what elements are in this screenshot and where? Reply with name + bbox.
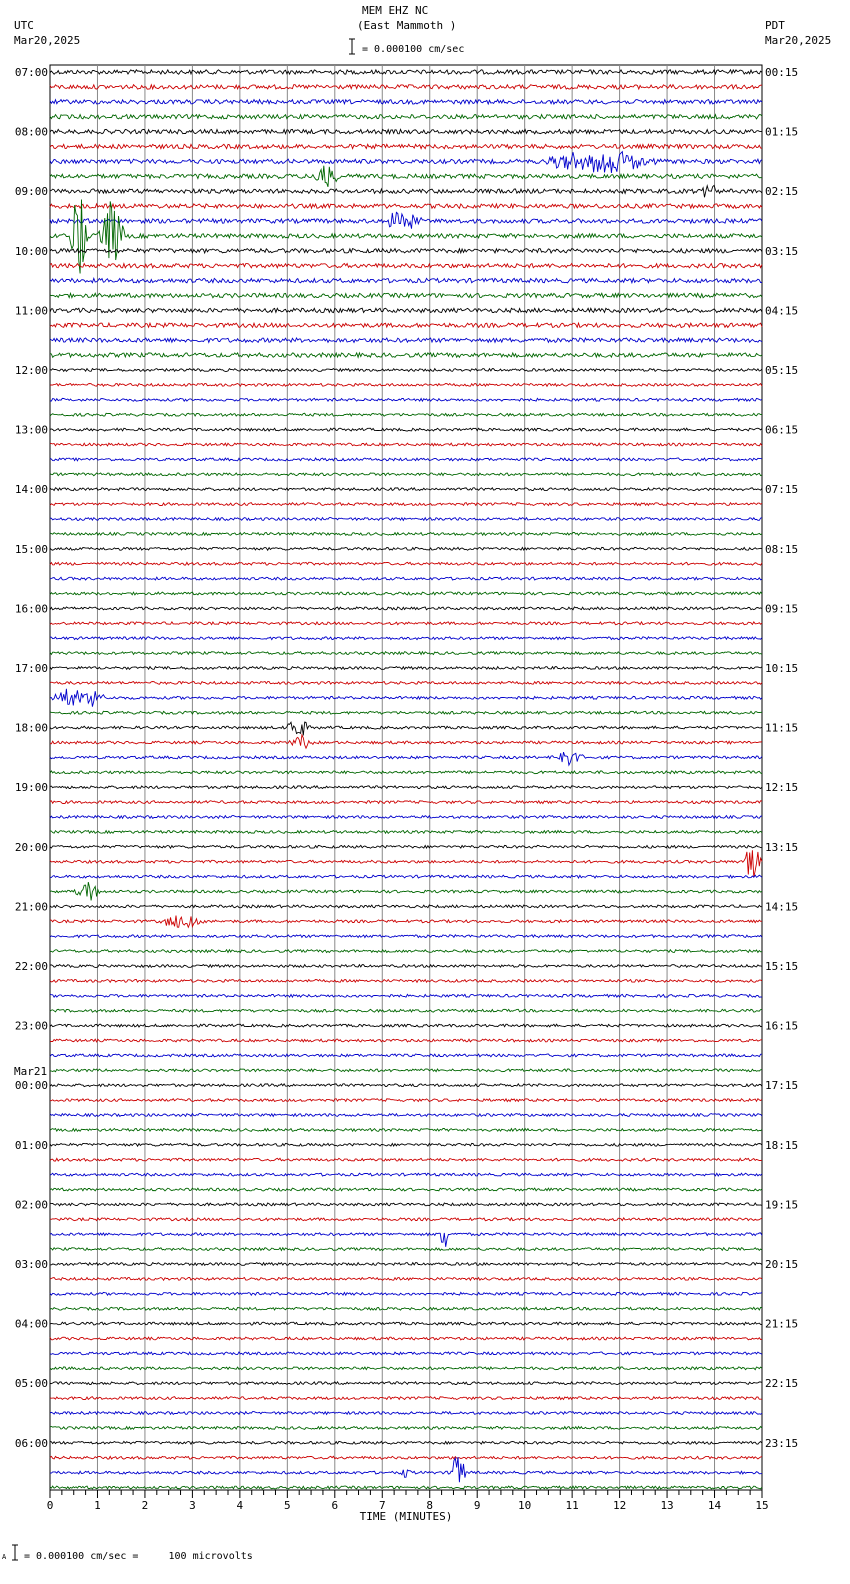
left-hour-label: 14:00: [14, 483, 48, 497]
trace-line: [50, 353, 762, 357]
right-hour-label: 17:15: [765, 1079, 799, 1093]
trace-line: [50, 801, 762, 804]
trace-line: [50, 1203, 762, 1206]
trace-line: [50, 100, 762, 104]
trace-line: [50, 994, 762, 997]
x-tick-label: 14: [707, 1499, 722, 1512]
footer-marker: A: [2, 1553, 7, 1561]
trace-line: [50, 85, 762, 89]
right-timezone: PDT: [765, 19, 785, 32]
trace-line: [50, 1099, 762, 1102]
trace-line: [50, 850, 762, 877]
left-timezone: UTC: [14, 19, 34, 32]
right-hour-label: 10:15: [765, 662, 799, 675]
x-tick-label: 6: [331, 1499, 339, 1512]
trace-line: [50, 278, 762, 282]
trace-line: [50, 965, 762, 968]
trace-line: [50, 1039, 762, 1042]
x-tick-label: 0: [46, 1499, 54, 1512]
left-hour-label: 15:00: [14, 542, 48, 556]
x-tick-label: 12: [612, 1499, 627, 1512]
trace-line: [50, 1427, 762, 1430]
footer-scale-text: = 0.000100 cm/sec = 100 microvolts: [24, 1551, 253, 1562]
x-tick-label: 4: [236, 1499, 244, 1512]
trace-line: [50, 1248, 762, 1251]
left-hour-label: 22:00: [14, 960, 48, 973]
right-hour-label: 04:15: [765, 304, 799, 318]
trace-line: [50, 1456, 762, 1459]
x-tick-label: 5: [284, 1499, 291, 1512]
trace-line: [50, 935, 762, 938]
trace-line: [50, 905, 762, 908]
trace-group: [50, 70, 762, 1489]
right-hour-label: 20:15: [765, 1258, 799, 1271]
trace-line: [50, 950, 762, 953]
x-tick-label: 8: [426, 1499, 434, 1512]
trace-line: [50, 1143, 762, 1146]
trace-line: [50, 70, 762, 74]
left-hour-label: 10:00: [14, 244, 48, 258]
right-hour-label: 16:15: [765, 1019, 799, 1033]
x-tick-label: 3: [189, 1499, 196, 1512]
trace-line: [50, 488, 762, 491]
right-hour-label: 15:15: [765, 960, 799, 973]
left-hour-label: 12:00: [14, 364, 48, 377]
footer-scale: [2, 1545, 253, 1562]
x-tick-label: 1: [94, 1499, 101, 1512]
trace-line: [50, 185, 762, 197]
x-tick-label: 13: [660, 1499, 674, 1512]
trace-line: [50, 1441, 762, 1444]
trace-line: [50, 1457, 762, 1482]
trace-line: [50, 845, 762, 848]
trace-line: [50, 980, 762, 983]
trace-line: [50, 1352, 762, 1355]
trace-line: [50, 249, 762, 253]
x-tick-label: 11: [565, 1499, 579, 1512]
trace-line: [50, 413, 762, 416]
trace-line: [50, 1024, 762, 1027]
trace-line: [50, 323, 762, 327]
left-hour-label: 02:00: [14, 1198, 48, 1212]
right-hour-label: 22:15: [765, 1377, 799, 1391]
left-hour-label: 01:00: [14, 1138, 48, 1152]
right-hour-label: 00:15: [765, 66, 799, 79]
right-hour-label: 18:15: [765, 1138, 799, 1152]
trace-line: [50, 503, 762, 506]
right-hour-label: 01:15: [765, 125, 799, 139]
left-hour-label: 09:00: [14, 185, 48, 199]
right-hour-label: 02:15: [765, 185, 799, 199]
trace-line: [50, 752, 762, 765]
trace-line: [50, 1486, 762, 1489]
trace-line: [50, 1173, 762, 1176]
right-hour-label: 05:15: [765, 364, 799, 377]
trace-line: [50, 115, 762, 119]
left-hour-label: 00:00: [14, 1079, 48, 1093]
right-hour-label: 11:15: [765, 721, 799, 735]
trace-line: [50, 1322, 762, 1325]
trace-line: [50, 1382, 762, 1385]
left-date: Mar20,2025: [14, 34, 81, 47]
trace-line: [50, 831, 762, 834]
left-hour-label: 04:00: [14, 1317, 48, 1331]
trace-line: [50, 622, 762, 625]
left-hour-label: 23:00: [14, 1019, 48, 1033]
x-tick-label: 2: [141, 1499, 149, 1512]
right-hour-label: 13:15: [765, 840, 799, 854]
left-hour-label: 11:00: [14, 304, 48, 318]
x-axis-title: TIME (MINUTES): [359, 1510, 453, 1523]
trace-line: [50, 562, 762, 565]
x-tick-label: 9: [473, 1499, 481, 1512]
right-hour-label: 12:15: [765, 781, 799, 795]
scale-label: = 0.000100 cm/sec: [362, 44, 465, 55]
date-change-label: Mar21: [14, 1065, 48, 1079]
trace-line: [50, 1129, 762, 1132]
x-tick-label: 10: [518, 1499, 532, 1512]
right-hour-label: 14:15: [765, 900, 799, 914]
trace-line: [50, 1084, 762, 1087]
left-hour-label: 03:00: [14, 1258, 48, 1271]
trace-line: [50, 384, 762, 387]
trace-line: [50, 166, 762, 187]
trace-line: [50, 1367, 762, 1370]
right-hour-label: 08:15: [765, 542, 799, 556]
trace-line: [50, 1218, 762, 1221]
right-hour-label: 06:15: [765, 423, 799, 437]
trace-line: [50, 577, 762, 580]
trace-line: [50, 293, 762, 297]
left-hour-label: 07:00: [14, 66, 48, 79]
trace-line: [50, 875, 762, 878]
trace-line: [50, 204, 762, 208]
axis-labels: [14, 66, 798, 1523]
trace-line: [50, 722, 762, 735]
trace-line: [50, 771, 762, 774]
trace-line: [50, 518, 762, 521]
left-hour-label: 08:00: [14, 125, 48, 139]
left-hour-label: 18:00: [14, 721, 48, 735]
trace-line: [50, 916, 762, 928]
trace-line: [50, 443, 762, 446]
trace-line: [50, 1278, 762, 1281]
trace-line: [50, 592, 762, 595]
trace-line: [50, 369, 762, 372]
trace-line: [50, 1188, 762, 1191]
right-hour-label: 21:15: [765, 1317, 799, 1331]
trace-line: [50, 308, 762, 312]
right-date: Mar20,2025: [765, 34, 832, 47]
left-hour-label: 06:00: [14, 1436, 48, 1450]
trace-line: [50, 1158, 762, 1161]
right-hour-label: 03:15: [765, 244, 799, 258]
trace-line: [50, 398, 762, 401]
right-hour-label: 07:15: [765, 483, 799, 497]
trace-line: [50, 144, 762, 148]
trace-line: [50, 711, 762, 714]
trace-line: [50, 338, 762, 342]
trace-line: [50, 129, 762, 133]
trace-line: [50, 473, 762, 476]
trace-line: [50, 682, 762, 685]
trace-line: [50, 1054, 762, 1057]
trace-line: [50, 458, 762, 461]
station-location: (East Mammoth ): [357, 19, 457, 32]
right-hour-label: 23:15: [765, 1436, 799, 1450]
trace-line: [50, 652, 762, 655]
trace-line: [50, 212, 762, 228]
trace-line: [50, 264, 762, 268]
left-hour-label: 13:00: [14, 423, 48, 437]
left-hour-label: 17:00: [14, 662, 48, 675]
left-hour-label: 21:00: [14, 900, 48, 914]
trace-line: [50, 637, 762, 640]
trace-line: [50, 1233, 762, 1247]
trace-line: [50, 607, 762, 610]
trace-line: [50, 428, 762, 431]
left-hour-label: 20:00: [14, 840, 48, 854]
right-hour-label: 19:15: [765, 1198, 799, 1212]
trace-line: [50, 786, 762, 789]
trace-line: [50, 1069, 762, 1072]
trace-line: [50, 547, 762, 550]
trace-line: [50, 1114, 762, 1117]
trace-line: [50, 667, 762, 670]
left-hour-label: 19:00: [14, 781, 48, 795]
trace-line: [50, 1337, 762, 1340]
trace-line: [50, 882, 762, 900]
left-hour-label: 05:00: [14, 1377, 48, 1391]
trace-line: [50, 533, 762, 536]
trace-line: [50, 735, 762, 748]
trace-line: [50, 1009, 762, 1012]
x-tick-label: 7: [378, 1499, 386, 1512]
trace-line: [50, 1292, 762, 1295]
right-hour-label: 09:15: [765, 602, 799, 616]
scale-bar-icon: [349, 39, 355, 54]
trace-line: [50, 1263, 762, 1266]
station-title: MEM EHZ NC: [362, 4, 429, 17]
trace-line: [50, 816, 762, 819]
x-tick-label: 15: [755, 1499, 769, 1512]
left-hour-label: 16:00: [14, 602, 48, 616]
trace-line: [50, 689, 762, 707]
trace-line: [50, 1307, 762, 1310]
trace-line: [50, 1412, 762, 1415]
trace-line: [50, 200, 762, 274]
trace-line: [50, 1397, 762, 1400]
trace-line: [50, 152, 762, 173]
